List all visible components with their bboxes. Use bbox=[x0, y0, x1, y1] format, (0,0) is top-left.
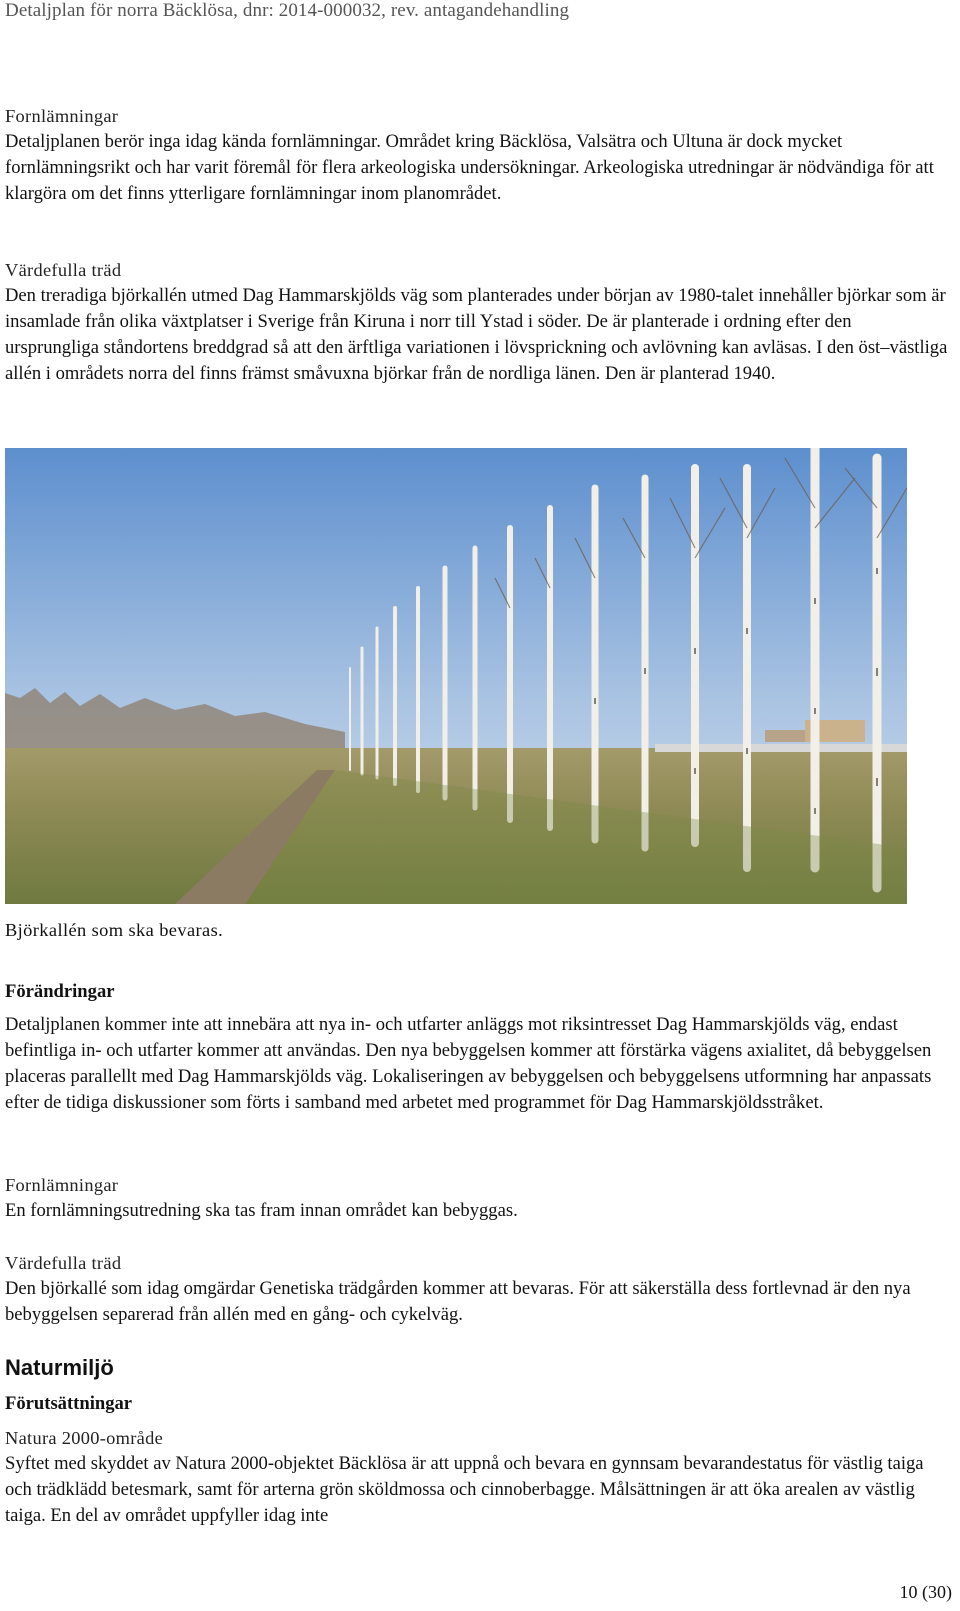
section-forutsattningar bbox=[5, 1391, 950, 1529]
page-number: 10 (30) bbox=[899, 1582, 952, 1602]
section-vardefulla-trad-2 bbox=[5, 1250, 950, 1328]
section-heading: Förändringar bbox=[5, 981, 115, 1002]
section-text: Syftet med skyddet av Natura 2000-objektet Bäcklösa är att uppnå och bevara en gynnsam bevarandestatus för västlig taiga och trädklädd betesmark, samt för arterna grön sköldmossa och cinnoberbagge. Målsättningen är att öka arealen av västlig taiga. En del av området uppfyller idag inte bbox=[5, 1453, 924, 1526]
section-text: En fornlämningsutredning ska tas fram innan området kan bebyggas. bbox=[5, 1200, 518, 1221]
section-heading: Fornlämningar bbox=[5, 1175, 119, 1195]
section-heading: Fornlämningar bbox=[5, 106, 119, 126]
photo-caption: Björkallén som ska bevaras. bbox=[5, 920, 224, 940]
section-heading: Värdefulla träd bbox=[5, 1253, 122, 1273]
section-text: Den treradiga björkallén utmed Dag Hammarskjölds väg som planterades under början av 1980-talet innehåller björkar som är insamlade från olika växtplatser i Sverige från Kiruna i norr till Ystad i söder. De är planterade i ordning efter den ursprungliga ståndortens breddgrad så att den ärftliga variationen i lövsprickning och avlövning kan avläsas. I den öst–västliga allén i områdets norra del finns främst småvuxna björkar från de nordliga länen. Den är planterad 1940. bbox=[5, 285, 948, 384]
section-fornlamningar-2 bbox=[5, 1172, 950, 1224]
natura-heading: Natura 2000-område bbox=[5, 1428, 164, 1448]
section-text: Detaljplanen berör inga idag kända fornlämningar. Området kring Bäcklösa, Valsätra och Ultuna är dock mycket fornlämningsrikt och har varit föremål för flera arkeologiska undersökningar. Arkeologiska utredningar är nödvändiga för att klargöra om det finns ytterligare fornlämningar inom planområdet. bbox=[5, 131, 934, 204]
section-heading: Förutsättningar bbox=[5, 1393, 133, 1414]
section-heading: Värdefulla träd bbox=[5, 260, 122, 280]
section-text: Den björkallé som idag omgärdar Genetiska trädgården kommer att bevaras. För att säkerställa dess fortlevnad är den nya bebyggelsen separerad från allén med en gång- och cykelväg. bbox=[5, 1278, 911, 1325]
document-header: Detaljplan för norra Bäcklösa, dnr: 2014-000032, rev. antagandehandling bbox=[5, 0, 570, 21]
section-forandringar bbox=[5, 979, 950, 1116]
birch-avenue-photo bbox=[5, 448, 907, 904]
section-text: Detaljplanen kommer inte att innebära att nya in- och utfarter anläggs mot riksintresset Dag Hammarskjölds väg, endast befintliga in- och utfarter kommer att användas. Den nya bebyggelsen kommer att förstärka vägens axialitet, då bebyggelsen placeras parallellt med Dag Hammarskjölds väg. Lokaliseringen av bebyggelsen och bebyggelsens utformning har anpassats efter de tidiga diskussioner som förts i samband med arbetet med programmet för Dag Hammarskjöldsstråket. bbox=[5, 1014, 932, 1113]
naturmiljo-heading: Naturmiljö bbox=[5, 1355, 114, 1380]
section-vardefulla-trad-1 bbox=[5, 257, 950, 387]
section-fornlamningar-1 bbox=[5, 103, 950, 207]
